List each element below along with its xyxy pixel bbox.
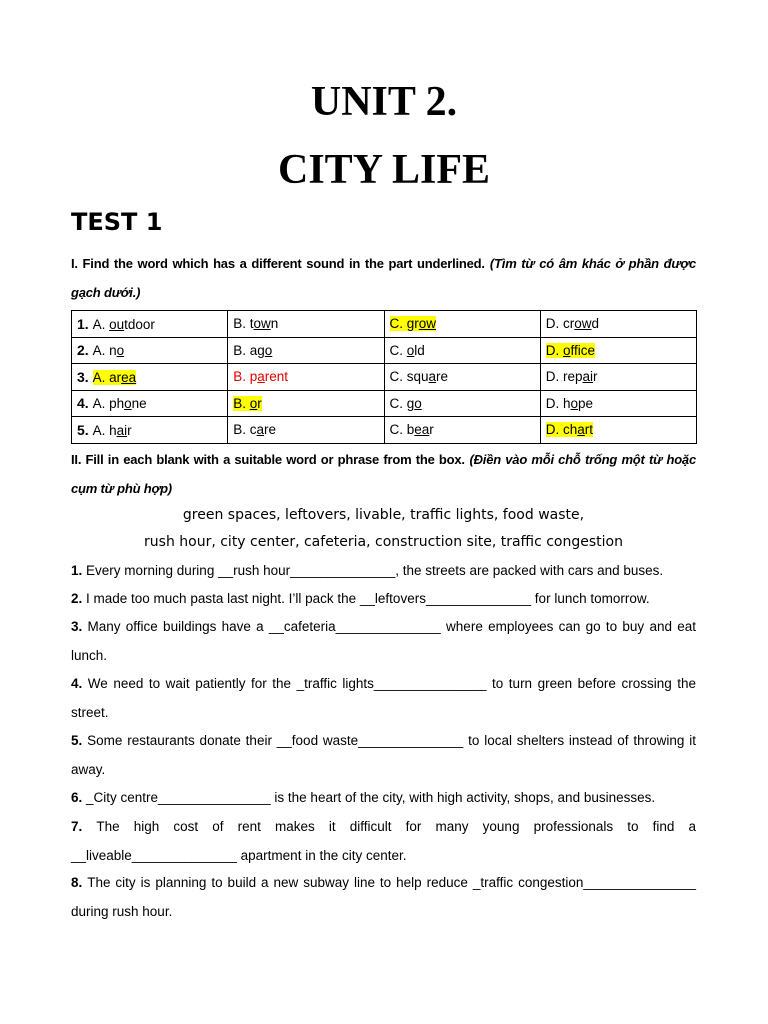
- exercise-item: [71, 869, 696, 926]
- pronunciation-table: [71, 310, 697, 444]
- underlined-part: ow: [574, 316, 592, 332]
- item-number: 5.: [71, 733, 88, 748]
- item-text: I made too much pasta last night. I’ll pack the __leftovers______________ for lunch tomorrow.: [86, 591, 650, 606]
- underlined-part: ai: [116, 422, 128, 438]
- item-number: 6.: [71, 790, 87, 805]
- option-text: B. or: [233, 395, 262, 411]
- option-cell: [384, 417, 540, 444]
- option-text: B. ago: [233, 342, 273, 358]
- option-cell: [540, 417, 696, 444]
- option-text: C. grow: [389, 316, 437, 332]
- option-cell: [384, 364, 540, 391]
- option-text: A. hair: [92, 422, 132, 438]
- option-cell: [540, 390, 696, 417]
- test-heading: TEST 1: [71, 208, 163, 236]
- option-text: C. go: [389, 395, 422, 411]
- table-row: [72, 337, 697, 364]
- option-text: B. town: [233, 316, 279, 332]
- item-number: 1.: [71, 563, 87, 578]
- option-cell: [228, 311, 384, 338]
- option-cell: [228, 364, 384, 391]
- section1-title: I. Find the word which has a different sound in the part underlined.: [71, 256, 485, 271]
- exercise-item: [71, 784, 696, 813]
- item-number: 2.: [71, 591, 87, 606]
- table-row: [72, 390, 697, 417]
- underlined-part: o: [116, 343, 125, 359]
- question-number: 2.: [77, 342, 93, 359]
- item-number: 4.: [71, 676, 88, 691]
- underlined-part: o: [414, 395, 422, 411]
- option-cell: [228, 390, 384, 417]
- option-cell: [540, 364, 696, 391]
- option-cell: [384, 311, 540, 338]
- underlined-part: a: [257, 369, 265, 385]
- option-text: D. hope: [545, 395, 594, 411]
- option-text: D. chart: [545, 422, 594, 438]
- underlined-part: o: [249, 395, 258, 411]
- option-text: B. care: [233, 422, 277, 438]
- underlined-part: ai: [582, 369, 594, 385]
- option-text: D. crowd: [545, 316, 600, 332]
- section2-note: (Điền vào mỗi chỗ trống một từ hoặc cụm từ phù hợp): [71, 452, 696, 496]
- section1-note: (Tìm từ có âm khác ở phần được gạch dưới.): [71, 256, 696, 300]
- item-number: 3.: [71, 619, 88, 634]
- underlined-part: o: [563, 342, 571, 358]
- underlined-part: a: [577, 422, 585, 438]
- exercise-item: [71, 813, 696, 870]
- table-row: [72, 311, 697, 338]
- option-cell: [540, 311, 696, 338]
- question-number: 4.: [77, 395, 93, 412]
- exercise-item: [71, 727, 696, 784]
- underlined-part: a: [428, 369, 437, 385]
- section1-instruction: [71, 250, 696, 307]
- question-number: 1.: [77, 315, 93, 332]
- item-text: _City centre_______________ is the heart of the city, with high activity, shops, and businesses.: [86, 790, 656, 805]
- item-number: 7.: [71, 819, 97, 834]
- word-box-line1: green spaces, leftovers, livable, traffic lights, food waste,: [182, 507, 585, 523]
- underlined-part: ou: [109, 316, 125, 332]
- underlined-part: a: [256, 422, 265, 438]
- option-cell: [72, 311, 228, 338]
- exercise-item: [71, 613, 696, 670]
- option-text: C. square: [389, 369, 449, 385]
- underlined-part: o: [406, 342, 415, 358]
- underlined-part: ea: [121, 369, 137, 385]
- section2-title: II. Fill in each blank with a suitable word or phrase from the box.: [71, 452, 465, 467]
- option-cell: [72, 390, 228, 417]
- section2-instruction: [71, 446, 696, 503]
- option-text: D. repair: [545, 369, 598, 385]
- option-cell: [72, 417, 228, 444]
- underlined-part: ow: [418, 316, 437, 332]
- option-text: A. outdoor: [92, 316, 155, 332]
- option-text: B. parent: [233, 369, 289, 385]
- option-cell: [384, 390, 540, 417]
- topic-title: CITY LIFE: [278, 147, 490, 193]
- table-row: [72, 417, 697, 444]
- option-text: A. no: [92, 343, 125, 359]
- item-number: 8.: [71, 875, 88, 890]
- option-cell: [228, 417, 384, 444]
- option-cell: [384, 337, 540, 364]
- unit-title: UNIT 2.: [310, 79, 458, 125]
- option-cell: [540, 337, 696, 364]
- option-cell: [72, 337, 228, 364]
- item-text: Many office buildings have a __cafeteria______________ where employees can go to buy and eat lunch.: [71, 619, 696, 663]
- item-text: Every morning during __rush hour______________, the streets are packed with cars and buses.: [86, 563, 664, 578]
- underlined-part: o: [264, 342, 273, 358]
- exercise-item: [71, 557, 696, 586]
- option-cell: [228, 337, 384, 364]
- option-text: C. old: [389, 342, 425, 358]
- option-text: A. phone: [92, 396, 147, 412]
- table-row: [72, 364, 697, 391]
- exercise-item: [71, 670, 696, 727]
- underlined-part: ow: [253, 316, 271, 332]
- question-number: 5.: [77, 421, 93, 438]
- question-number: 3.: [77, 368, 93, 385]
- option-text: A. area: [92, 369, 137, 385]
- item-text: The city is planning to build a new subway line to help reduce _traffic congestion_______________ during rush hour.: [71, 875, 696, 919]
- word-box-line2: rush hour, city center, cafeteria, construction site, traffic congestion: [144, 534, 623, 550]
- underlined-part: o: [124, 396, 132, 412]
- item-text: We need to wait patiently for the _traffic lights_______________ to turn green before crossing the street.: [71, 676, 697, 720]
- option-text: C. bear: [389, 422, 434, 438]
- exercise-item: [71, 585, 696, 614]
- item-text: The high cost of rent makes it difficult for many young professionals to find a __liveable______________ apartment in the city center.: [71, 819, 696, 863]
- underlined-part: o: [570, 395, 579, 411]
- option-text: D. office: [545, 342, 596, 358]
- item-text: Some restaurants donate their __food waste______________ to local shelters instead of throwing it away.: [71, 733, 696, 777]
- option-cell: [72, 364, 228, 391]
- underlined-part: ea: [414, 422, 430, 438]
